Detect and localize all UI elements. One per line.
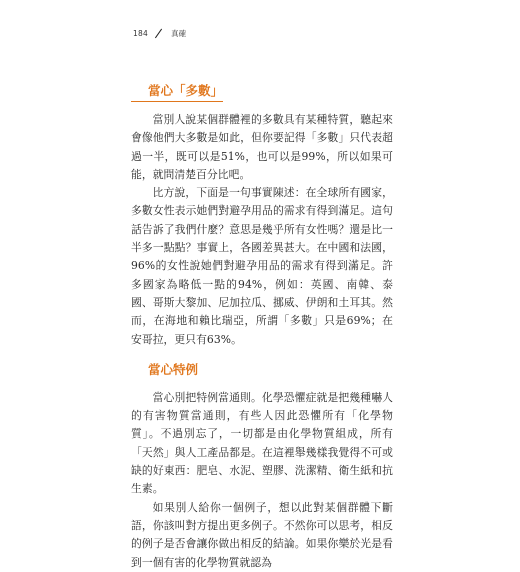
paragraph: 當別人說某個群體裡的多數具有某種特質，聽起來會像他們大多數是如此，但你要記得「多數」只代表超過一半，既可以是51%，也可以是99%，所以如果可能，就問清楚百分比吧。 bbox=[131, 113, 393, 181]
running-header bbox=[133, 28, 186, 39]
header-divider bbox=[155, 29, 162, 39]
paragraph: 比方說，下面是一句事實陳述：在全球所有國家，多數女性表示她們對避孕用品的需求有得到滿足。這句話告訴了我們什麼？意思是幾乎所有女性嗎？還是比一半多一點點？事實上，各國差異甚大。在中國和法國，96%的女性說她們對避孕用品的需求有得到滿足。許多國家為略低一點的94%，例如：英國、南韓、泰國、哥斯大黎加、尼加拉瓜、挪威、伊朗和土耳其。然而，在海地和賴比瑞亞，所謂「多數」只是69%；在安哥拉，更只有63%。 bbox=[131, 186, 393, 346]
book-title: 真確 bbox=[171, 29, 187, 38]
paragraph: 如果別人給你一個例子，想以此對某個群體下斷語，你該叫對方提出更多例子。不然你可以思考，相反的例子是否會讓你做出相反的結論。如果你樂於光是看到一個有害的化學物質就認為 bbox=[131, 500, 393, 569]
section-majority bbox=[131, 80, 393, 349]
section-heading: 當心「多數」 bbox=[131, 83, 223, 102]
section-heading: 當心特例 bbox=[148, 361, 199, 377]
section-exceptions bbox=[131, 359, 393, 572]
page-body bbox=[131, 80, 393, 572]
page-number: 184 bbox=[133, 29, 148, 38]
paragraph: 當心別把特例當通則。化學恐懼症就是把幾種嚇人的有害物質當通則，有些人因此恐懼所有「化學物質」。不過別忘了，一切都是由化學物質組成，所有「天然」與人工產品都是。在這裡舉幾樣我覺得不可或缺的好東西：肥皂、水泥、塑膠、洗潔精、衛生紙和抗生素。 bbox=[131, 390, 393, 496]
